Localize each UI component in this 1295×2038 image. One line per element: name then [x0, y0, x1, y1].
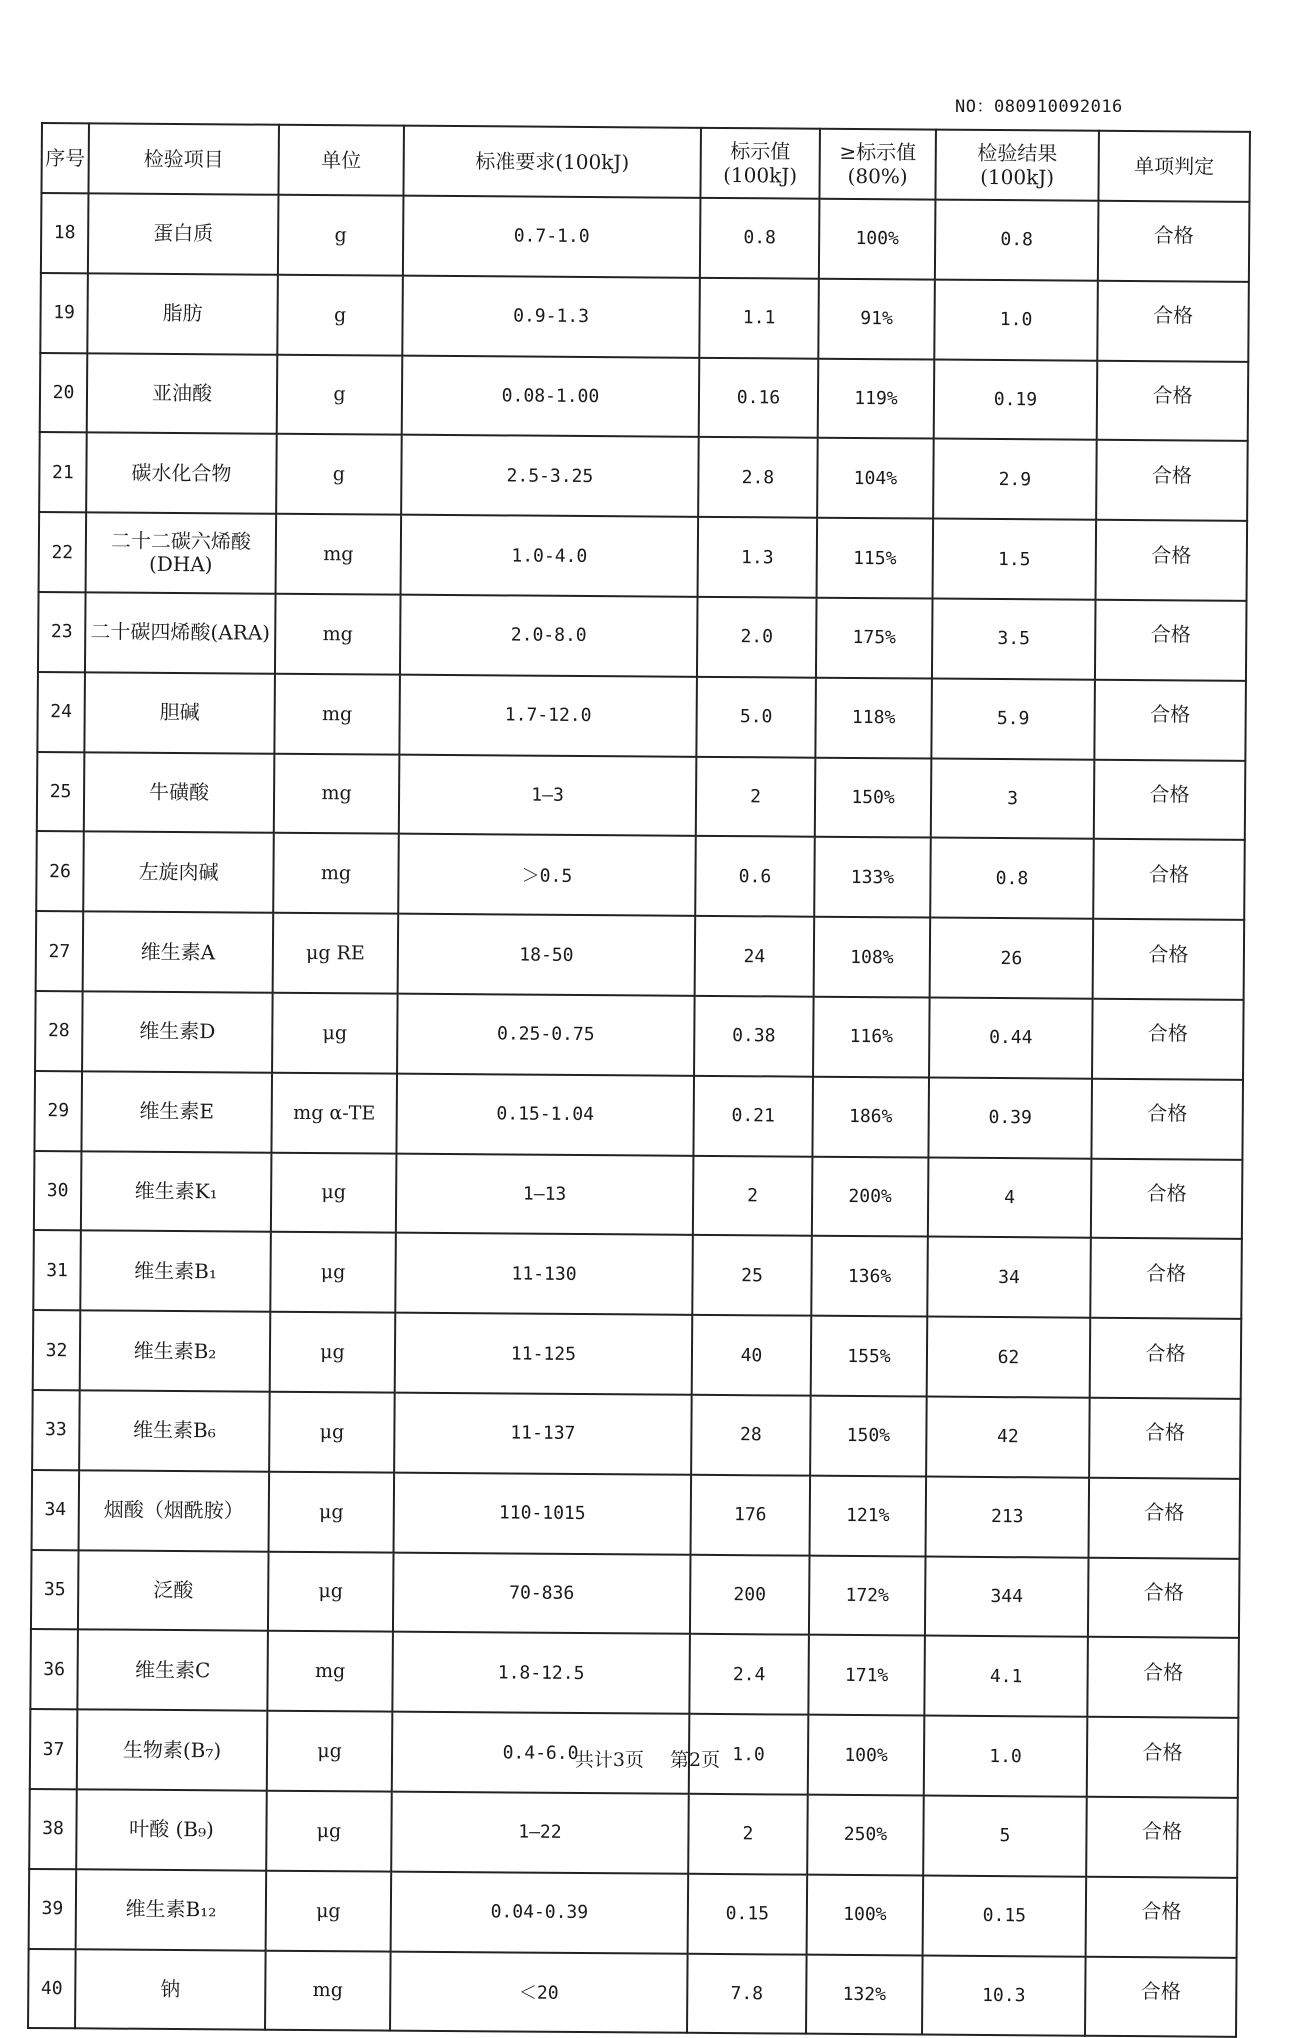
cell-judgement: 合格 [1089, 1398, 1241, 1479]
table-row [34, 1071, 1243, 1160]
cell-labeled-value: 200 [690, 1554, 810, 1635]
cell-seq: 21 [39, 432, 87, 512]
cell-item: 胆碱 [84, 672, 275, 753]
cell-labeled-80pct: 91% [818, 279, 935, 360]
cell-seq: 30 [34, 1151, 82, 1231]
cell-seq: 19 [40, 273, 88, 353]
cell-seq: 36 [30, 1629, 78, 1709]
cell-result: 0.19 [934, 359, 1098, 440]
cell-unit: mg [275, 594, 401, 675]
cell-judgement: 合格 [1098, 201, 1250, 282]
cell-item: 维生素A [83, 912, 274, 993]
cell-item: 维生素K₁ [81, 1151, 272, 1232]
cell-item: 维生素B₂ [80, 1310, 271, 1391]
cell-seq: 29 [34, 1071, 82, 1151]
cell-seq: 20 [40, 353, 88, 433]
cell-result: 344 [925, 1556, 1089, 1637]
cell-unit: mg [274, 674, 400, 755]
table-row [32, 1470, 1241, 1559]
cell-unit: g [276, 434, 402, 515]
cell-judgement: 合格 [1097, 360, 1249, 441]
cell-labeled-value: 0.15 [688, 1874, 808, 1955]
cell-standard: 1.8-12.5 [392, 1632, 690, 1714]
cell-judgement: 合格 [1096, 520, 1248, 601]
cell-labeled-value: 0.8 [700, 198, 820, 279]
cell-result: 1.0 [934, 279, 1098, 360]
cell-item: 钠 [75, 1949, 266, 2030]
cell-labeled-80pct: 172% [809, 1555, 926, 1636]
cell-seq: 26 [36, 831, 84, 911]
cell-seq: 24 [37, 672, 85, 752]
cell-judgement: 合格 [1091, 1158, 1243, 1239]
cell-item: 维生素B₁ [80, 1231, 271, 1312]
cell-unit: μg [269, 1392, 395, 1473]
table-row [36, 831, 1245, 920]
cell-standard: 1—13 [396, 1153, 694, 1235]
table-row [34, 1151, 1243, 1240]
cell-unit: mg α-TE [271, 1072, 397, 1153]
table-row [35, 991, 1244, 1080]
cell-seq: 35 [31, 1550, 79, 1630]
cell-standard: 0.25-0.75 [397, 994, 695, 1076]
cell-unit: μg [272, 993, 398, 1074]
cell-seq: 31 [33, 1230, 81, 1310]
cell-labeled-80pct: 150% [810, 1396, 927, 1477]
cell-judgement: 合格 [1090, 1318, 1242, 1399]
cell-labeled-80pct: 108% [814, 917, 931, 998]
cell-labeled-80pct: 200% [812, 1156, 929, 1237]
header-standard: 标准要求(100kJ) [403, 126, 701, 198]
table-row [33, 1310, 1242, 1399]
cell-result: 2.9 [933, 439, 1097, 520]
cell-judgement: 合格 [1089, 1477, 1241, 1558]
cell-standard: 1—22 [391, 1792, 689, 1874]
cell-labeled-80pct: 132% [806, 1954, 923, 2035]
cell-labeled-80pct: 250% [807, 1795, 924, 1876]
cell-standard: 0.04-0.39 [391, 1871, 689, 1953]
cell-result: 4.1 [924, 1636, 1088, 1717]
cell-item: 二十二碳六烯酸 (DHA) [86, 513, 277, 594]
cell-seq: 22 [39, 512, 87, 592]
cell-seq: 33 [32, 1390, 80, 1470]
cell-item: 蛋白质 [88, 193, 279, 274]
table-row [33, 1230, 1242, 1319]
cell-seq: 23 [38, 592, 86, 672]
cell-standard: 0.15-1.04 [396, 1073, 694, 1155]
cell-seq: 25 [37, 752, 85, 832]
cell-item: 碳水化合物 [86, 433, 277, 514]
cell-unit: g [277, 354, 403, 435]
cell-labeled-value: 5.0 [696, 677, 816, 758]
cell-judgement: 合格 [1088, 1557, 1240, 1638]
cell-item: 左旋肉碱 [83, 832, 274, 913]
cell-standard: 2.0-8.0 [400, 595, 698, 677]
cell-unit: μg RE [273, 913, 399, 994]
header-labeled-80pct: ≥标示值 (80%) [819, 129, 936, 200]
cell-labeled-80pct: 121% [810, 1475, 927, 1556]
cell-standard: 1.7-12.0 [399, 674, 697, 756]
cell-labeled-value: 1.0 [689, 1714, 809, 1795]
cell-result: 42 [926, 1396, 1090, 1477]
table-row [29, 1789, 1238, 1878]
cell-labeled-80pct: 175% [816, 598, 933, 679]
cell-labeled-value: 2.8 [698, 437, 818, 518]
cell-seq: 39 [29, 1869, 77, 1949]
cell-labeled-value: 28 [691, 1395, 811, 1476]
cell-judgement: 合格 [1085, 1956, 1237, 2037]
cell-labeled-80pct: 100% [807, 1874, 924, 1955]
cell-item: 叶酸 (B₉) [76, 1789, 267, 1870]
table-row [31, 1550, 1240, 1639]
cell-result: 62 [927, 1317, 1091, 1398]
table-row [41, 193, 1250, 282]
cell-labeled-value: 2 [693, 1155, 813, 1236]
cell-item: 维生素D [82, 991, 273, 1072]
cell-judgement: 合格 [1092, 999, 1244, 1080]
cell-unit: g [277, 275, 403, 356]
cell-seq: 38 [29, 1789, 77, 1869]
cell-judgement: 合格 [1096, 440, 1248, 521]
cell-seq: 34 [32, 1470, 80, 1550]
cell-item: 维生素B₆ [79, 1390, 270, 1471]
cell-labeled-value: 176 [691, 1475, 811, 1556]
table-row [40, 273, 1249, 362]
cell-labeled-value: 1.1 [699, 278, 819, 359]
table-row [40, 353, 1249, 442]
cell-unit: μg [268, 1551, 394, 1632]
cell-unit: μg [271, 1152, 397, 1233]
cell-judgement: 合格 [1086, 1797, 1238, 1878]
table-row [30, 1629, 1239, 1718]
cell-labeled-80pct: 136% [811, 1236, 928, 1317]
cell-judgement: 合格 [1090, 1238, 1242, 1319]
cell-unit: μg [270, 1312, 396, 1393]
cell-judgement: 合格 [1087, 1637, 1239, 1718]
cell-item: 维生素C [77, 1630, 268, 1711]
page-footer [0, 1745, 1295, 1772]
cell-judgement: 合格 [1093, 919, 1245, 1000]
cell-labeled-80pct: 104% [817, 438, 934, 519]
cell-labeled-80pct: 150% [815, 757, 932, 838]
cell-result: 34 [927, 1237, 1091, 1318]
cell-labeled-80pct: 100% [808, 1715, 925, 1796]
cell-labeled-80pct: 119% [818, 358, 935, 439]
cell-labeled-value: 0.16 [699, 357, 819, 438]
cell-seq: 32 [33, 1310, 81, 1390]
cell-unit: g [278, 195, 404, 276]
cell-unit: mg [276, 514, 402, 595]
cell-unit: μg [267, 1711, 393, 1792]
cell-judgement: 合格 [1095, 600, 1247, 681]
cell-unit: mg [267, 1631, 393, 1712]
cell-judgement: 合格 [1087, 1717, 1239, 1798]
cell-result: 4 [928, 1157, 1092, 1238]
table-row [39, 432, 1248, 521]
cell-judgement: 合格 [1094, 759, 1246, 840]
cell-standard: 1.0-4.0 [401, 515, 699, 597]
cell-judgement: 合格 [1093, 839, 1245, 920]
table-row [32, 1390, 1241, 1479]
cell-standard: 11-137 [394, 1393, 692, 1475]
cell-result: 5.9 [931, 678, 1095, 759]
cell-standard: 110-1015 [394, 1472, 692, 1554]
cell-labeled-value: 0.21 [693, 1076, 813, 1157]
cell-labeled-value: 25 [692, 1235, 812, 1316]
cell-standard: 0.08-1.00 [402, 355, 700, 437]
cell-standard: ＞0.5 [398, 834, 696, 916]
table-row [36, 911, 1245, 1000]
table-header-row [41, 123, 1249, 202]
cell-unit: μg [270, 1232, 396, 1313]
cell-seq: 40 [28, 1948, 76, 2028]
cell-standard: 0.9-1.3 [402, 275, 700, 357]
table-row [37, 672, 1246, 761]
cell-unit: mg [265, 1950, 391, 2031]
table-row [37, 752, 1246, 841]
cell-labeled-80pct: 186% [812, 1076, 929, 1157]
cell-labeled-value: 40 [692, 1315, 812, 1396]
cell-result: 0.44 [929, 998, 1093, 1079]
cell-labeled-value: 24 [695, 916, 815, 997]
cell-item: 维生素E [81, 1071, 272, 1152]
cell-labeled-value: 0.38 [694, 996, 814, 1077]
cell-standard: 70-836 [393, 1552, 691, 1634]
cell-unit: mg [274, 753, 400, 834]
cell-labeled-value: 1.3 [698, 517, 818, 598]
cell-item: 二十碳四烯酸(ARA) [85, 592, 276, 673]
cell-standard: 1—3 [399, 754, 697, 836]
cell-item: 生物素(B₇) [77, 1709, 268, 1790]
header-unit: 单位 [278, 125, 404, 196]
cell-result: 26 [930, 918, 1094, 999]
cell-result: 1.5 [933, 519, 1097, 600]
cell-labeled-value: 7.8 [687, 1953, 807, 2034]
cell-unit: μg [269, 1471, 395, 1552]
cell-labeled-80pct: 118% [815, 677, 932, 758]
cell-result: 0.8 [930, 838, 1094, 919]
cell-seq: 18 [41, 193, 89, 273]
cell-seq: 37 [30, 1709, 78, 1789]
cell-labeled-80pct: 133% [814, 837, 931, 918]
cell-judgement: 合格 [1091, 1078, 1243, 1159]
cell-result: 5 [923, 1795, 1087, 1876]
cell-result: 0.8 [935, 200, 1099, 281]
cell-labeled-value: 2.0 [697, 597, 817, 678]
cell-result: 3.5 [932, 599, 1096, 680]
cell-labeled-value: 2 [696, 756, 816, 837]
cell-item: 维生素B₁₂ [76, 1869, 267, 1950]
cell-standard: 2.5-3.25 [401, 435, 699, 517]
cell-judgement: 合格 [1086, 1876, 1238, 1957]
cell-item: 亚油酸 [87, 353, 278, 434]
cell-labeled-value: 2.4 [689, 1634, 809, 1715]
cell-standard: 18-50 [398, 914, 696, 996]
table-row [29, 1869, 1238, 1958]
header-seq: 序号 [41, 123, 89, 193]
cell-judgement: 合格 [1094, 680, 1246, 761]
cell-standard: 0.7-1.0 [403, 196, 701, 278]
table-row [28, 1948, 1237, 2037]
cell-labeled-80pct: 171% [808, 1635, 925, 1716]
table-row [38, 592, 1247, 681]
cell-labeled-value: 0.6 [695, 836, 815, 917]
cell-unit: μg [266, 1791, 392, 1872]
cell-labeled-80pct: 100% [819, 199, 936, 280]
cell-judgement: 合格 [1097, 281, 1249, 362]
cell-result: 10.3 [922, 1955, 1086, 2036]
cell-result: 213 [926, 1476, 1090, 1557]
cell-result: 1.0 [924, 1716, 1088, 1797]
cell-standard: 0.4-6.0 [392, 1712, 690, 1794]
cell-labeled-80pct: 116% [813, 997, 930, 1078]
report-number: NO：080910092016 [955, 97, 1123, 117]
cell-result: 3 [931, 758, 1095, 839]
cell-seq: 27 [36, 911, 84, 991]
current-page: 第2页 [670, 1749, 721, 1771]
table-row [39, 512, 1248, 601]
cell-item: 脂肪 [87, 273, 278, 354]
cell-item: 牛磺酸 [84, 752, 275, 833]
cell-seq: 28 [35, 991, 83, 1071]
cell-unit: μg [266, 1870, 392, 1951]
cell-standard: 11-125 [395, 1313, 693, 1395]
cell-result: 0.39 [928, 1077, 1092, 1158]
cell-result: 0.15 [923, 1875, 1087, 1956]
cell-item: 泛酸 [78, 1550, 269, 1631]
header-judgement: 单项判定 [1098, 131, 1250, 202]
cell-standard: 11-130 [395, 1233, 693, 1315]
header-result: 检验结果 (100kJ) [935, 130, 1099, 201]
cell-standard: ＜20 [390, 1951, 688, 2033]
cell-item: 烟酸（烟酰胺） [79, 1470, 270, 1551]
cell-labeled-80pct: 155% [811, 1316, 928, 1397]
header-labeled-value: 标示值 (100kJ) [700, 128, 820, 199]
cell-labeled-80pct: 115% [817, 518, 934, 599]
cell-labeled-value: 2 [688, 1794, 808, 1875]
cell-unit: mg [273, 833, 399, 914]
header-item: 检验项目 [88, 123, 279, 194]
total-pages: 共计3页 [574, 1749, 644, 1771]
